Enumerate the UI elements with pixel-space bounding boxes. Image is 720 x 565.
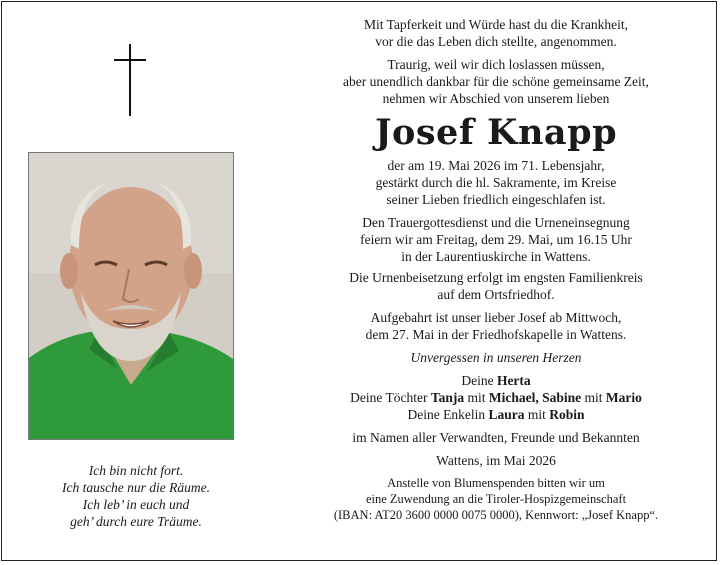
family-member: Herta bbox=[496, 373, 531, 388]
motto-line: Mit Tapferkeit und Würde hast du die Krankheit, bbox=[364, 17, 628, 32]
farewell-line: nehmen wir Abschied von unserem lieben bbox=[382, 91, 610, 106]
family-member: Michael, bbox=[488, 390, 539, 405]
obituary-text bbox=[284, 16, 708, 523]
family-conjunction: mit bbox=[581, 390, 606, 405]
cross-icon bbox=[114, 44, 146, 116]
family-conjunction: mit bbox=[524, 407, 550, 422]
family-conjunction: mit bbox=[464, 390, 489, 405]
viewing-line: Aufgebahrt ist unser lieber Josef ab Mittwoch, bbox=[370, 310, 622, 325]
service-line: in der Laurentiuskirche in Wattens. bbox=[401, 249, 591, 264]
place-date: Wattens, im Mai 2026 bbox=[436, 453, 556, 468]
poem-line: Ich tausche nur die Räume. bbox=[61, 480, 211, 495]
poem-line: geh’ durch eure Träume. bbox=[70, 514, 202, 529]
deceased-name: Josef Knapp bbox=[374, 112, 618, 153]
burial-line: Die Urnenbeisetzung erfolgt im engsten Familienkreis bbox=[349, 270, 643, 285]
family-grandchild bbox=[284, 406, 708, 423]
poem bbox=[22, 462, 250, 530]
family-member: Laura bbox=[488, 407, 525, 422]
death-line: der am 19. Mai 2026 im 71. Lebensjahr, bbox=[387, 158, 605, 173]
burial-line: auf dem Ortsfriedhof. bbox=[437, 287, 555, 302]
family-prefix: Deine Enkelin bbox=[407, 407, 489, 422]
portrait-photo bbox=[28, 152, 234, 440]
family-prefix: Deine Töchter bbox=[350, 390, 431, 405]
motto-line: vor die das Leben dich stellte, angenommen. bbox=[375, 34, 617, 49]
poem-line: Ich leb’ in euch und bbox=[82, 497, 190, 512]
family-wife bbox=[284, 372, 708, 389]
death-line: gestärkt durch die hl. Sakramente, im Kreise bbox=[375, 175, 617, 190]
family-member: Tanja bbox=[430, 390, 465, 405]
obituary-card bbox=[1, 1, 717, 561]
donation-line: (IBAN: AT20 3600 0000 0075 0000), Kennwort: „Josef Knapp“. bbox=[333, 508, 659, 522]
family-member: Mario bbox=[605, 390, 642, 405]
family-member: Sabine bbox=[542, 390, 582, 405]
farewell-line: Traurig, weil wir dich loslassen müssen, bbox=[387, 57, 605, 72]
service-line: Den Trauergottesdienst und die Urneneinsegnung bbox=[362, 215, 630, 230]
family-prefix: Deine bbox=[461, 373, 497, 388]
donation-line: Anstelle von Blumenspenden bitten wir um bbox=[387, 476, 605, 490]
family-daughters bbox=[284, 389, 708, 406]
donation-line: eine Zuwendung an die Tiroler-Hospizgemeinschaft bbox=[365, 492, 627, 506]
family-member: Robin bbox=[549, 407, 585, 422]
unforgotten-line: Unvergessen in unseren Herzen bbox=[410, 350, 582, 365]
service-line: feiern wir am Freitag, dem 29. Mai, um 16.15 Uhr bbox=[360, 232, 632, 247]
death-line: seiner Lieben friedlich eingeschlafen ist. bbox=[386, 192, 606, 207]
relatives-line: im Namen aller Verwandten, Freunde und Bekannten bbox=[352, 430, 640, 445]
farewell-line: aber unendlich dankbar für die schöne gemeinsame Zeit, bbox=[343, 74, 649, 89]
viewing-line: dem 27. Mai in der Friedhofskapelle in Wattens. bbox=[365, 327, 627, 342]
poem-line: Ich bin nicht fort. bbox=[88, 463, 184, 478]
